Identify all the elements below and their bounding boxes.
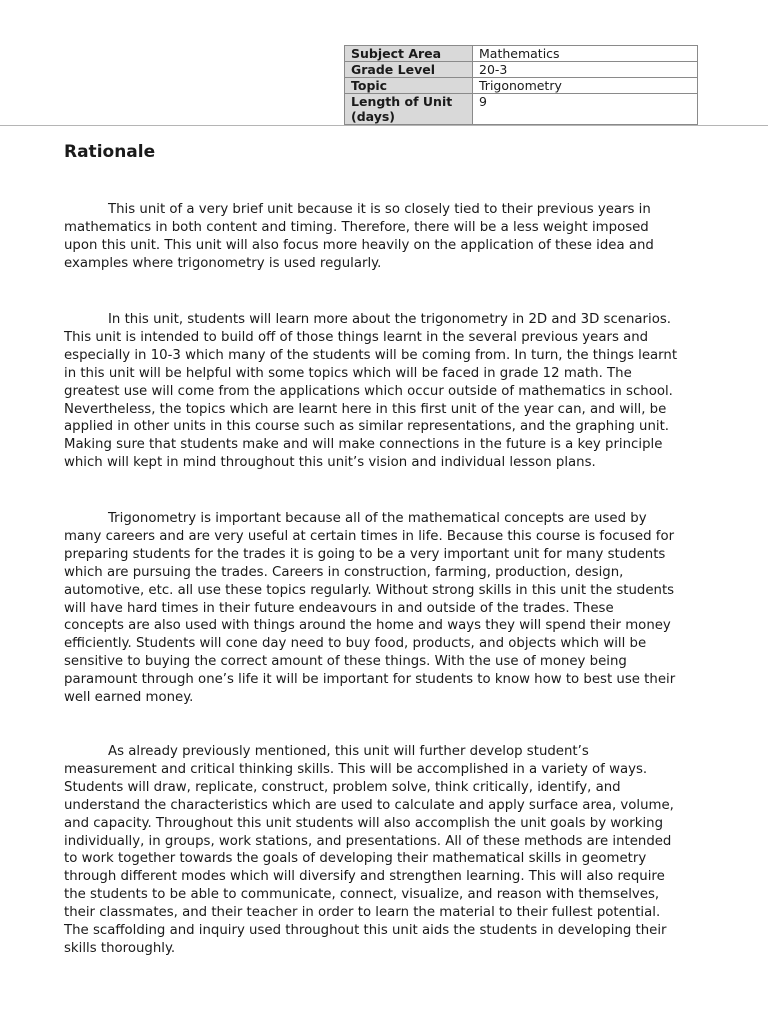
grade-level-label: Grade Level (345, 62, 473, 78)
grade-level-value: 20-3 (473, 62, 698, 78)
rationale-paragraph-3: Trigonometry is important because all of the mathematical concepts are used by many careers and are very useful at certain times in life. Because this course is focused for preparing students for the trades it is going to be a very important unit for many students which are pursuing the trades. Careers in construction, farming, production, design, automotive, etc. all use these topics regularly. Without strong skills in this unit the students will have hard times in their future endeavours in and outside of the trades. These concepts are also used with things around the home and ways they will spend their money efficiently. Students will cone day need to buy food, products, and objects which will be sensitive to buying the correct amount of these things. With the use of money being paramount through one’s life it will be important for students to know how to best use their well earned money. (64, 511, 676, 706)
rationale-paragraph-2: In this unit, students will learn more about the trigonometry in 2D and 3D scenarios. This unit is intended to build off of those things learnt in the several previous years and especially in 10-3 which many of the students will be coming from. In turn, the things learnt in this unit will be helpful with some topics which will be faced in grade 12 math. The greatest use will come from the applications which occur outside of mathematics in school. Nevertheless, the topics which are learnt here in this first unit of the year can, and will, be applied in other units in this course such as similar representations, and the graphing unit. Making sure that students make and will make connections in the future is a key principle which will kept in mind throughout this unit’s vision and individual lesson plans. (64, 312, 678, 471)
table-row (345, 62, 698, 78)
topic-value: Trigonometry (473, 78, 698, 94)
unit-length-value: 9 (473, 94, 698, 125)
unit-length-label: Length of Unit (days) (345, 94, 473, 125)
rationale-paragraph-4: As already previously mentioned, this unit will further develop student’s measurement and critical thinking skills. This will be accomplished in a variety of ways. Students will draw, replicate, construct, problem solve, think critically, identify, and understand the characteristics which are used to calculate and apply surface area, volume, and capacity. Throughout this unit students will also accomplish the unit goals by working individually, in groups, work stations, and presentations. All of these methods are intended to work together towards the goals of developing their mathematical skills in geometry through different modes which will diversify and strengthen learning. This will also require the students to be able to communicate, connect, visualize, and reason with themselves, their classmates, and their teacher in order to learn the material to their fullest potential. The scaffolding and inquiry used throughout this unit aids the students in developing their skills thoroughly. (64, 744, 674, 956)
table-row (345, 78, 698, 94)
topic-label: Topic (345, 78, 473, 94)
subject-area-label: Subject Area (345, 46, 473, 62)
subject-area-value: Mathematics (473, 46, 698, 62)
section-title: Rationale (64, 142, 156, 162)
table-row (345, 46, 698, 62)
table-row (345, 94, 698, 125)
header-divider (0, 125, 768, 126)
unit-info-table (344, 45, 698, 125)
rationale-paragraph-1: This unit of a very brief unit because it is so closely tied to their previous years in mathematics in both content and timing. Therefore, there will be a less weight imposed upon this unit. This unit will also focus more heavily on the application of these idea and examples where trigonometry is used regularly. (64, 202, 654, 271)
